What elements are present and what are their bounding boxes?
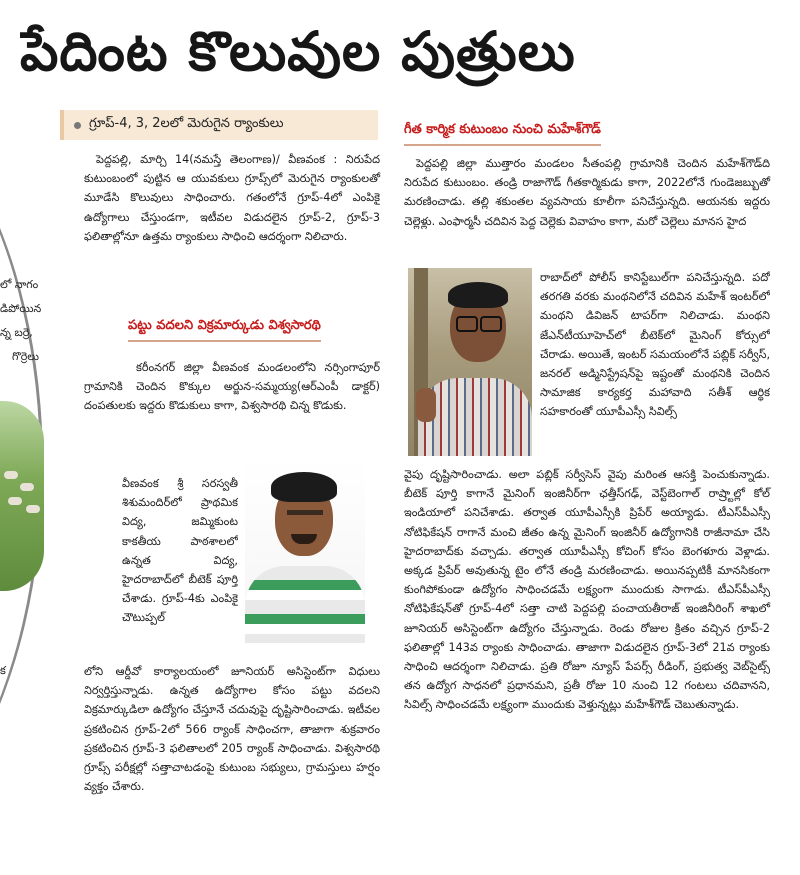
story2-wrap-text: రాబాద్‌లో పోలీస్‌ కానిస్టేబుల్‌గా పనిచేస్తున్నది. పదో తరగతి వరకు మంథనిలోనే చదివిన మహేశ్‌ ఇంటర్‌లో మంథని డివిజన్‌ టాపర్‌గా నిలిచాడు. మంథని జేఎన్‌టీయూహెచ్‌లో బీటెక్‌లో మైనింగ్‌ కోర్సులో చేరాడు. అయితే, ఇంటర్‌ సమయంలోనే పబ్లిక్‌ సర్వీస్‌, జనరల్‌ అడ్మినిస్ట్రేషన్‌పై ఇష్టంతో మంథనికి చెందిన సామాజిక కార్యకర్త మహావాది సతీశ్‌ ఆర్థిక సహకారంతో యూపీఎస్సీ సివిల్స్‌: [540, 271, 770, 419]
neighbor-text-fragment: గొర్రెలు: [12, 350, 39, 363]
photo-mahesh-goud: [408, 268, 532, 456]
neighbor-text-fragment: క: [0, 664, 6, 677]
bullet-dot-icon: [74, 122, 81, 129]
photo-vishwasarathi: [245, 458, 365, 643]
story2-lead-text: పెద్దపల్లి జిల్లా ముత్తారం మండలం సీతంపల్లి గ్రామానికి చెందిన మహేశ్‌గౌడ్‌ది నిరుపేద కుటుంబం. తండ్రి రాజాగౌడ్‌ గీతకార్మికుడు కాగా, 2022లోనే గుండెజబ్బుతో మరణించాడు. తల్లి శకుంతల వ్యవసాయ కూలీగా పనిచేస్తున్నది. ఆయనకు ఇద్దరు చెల్లెళ్లు. ఎంఫార్మసీ చదివిన పెద్ద చెల్లెకు వివాహం కాగా, మరో చెల్లెలు మానస హైద: [404, 157, 770, 228]
story1-lead: [84, 358, 380, 416]
neighbor-text-fragment: లో నాగం: [0, 278, 39, 291]
intro-paragraph: [84, 150, 380, 246]
bullet-text: గ్రూప్‌-4, 3, 2లలో మెరుగైన ర్యాంకులు: [89, 116, 284, 131]
story1-rest-text: లోని ఆర్డీవో కార్యాలయంలో జూనియర్‌ అసిస్టెంట్‌గా విధులు నిర్వర్తిస్తున్నాడు. ఉన్నత ఉద్యోగాల కోసం పట్టు వదలని విక్రమార్కుడిలా ఉద్యోగం చేస్తూనే చదువుపై దృష్టిసారించాడు. ఇటీవల ప్రకటించిన గ్రూప్‌-2లో 566 ర్యాంక్‌ సాధించగా, తాజాగా శుక్రవారం ప్రకటించిన గ్రూప్‌-3 ఫలితాలలో 205 ర్యాంక్‌ సాధించాడు. విశ్వసారథి గ్రూప్స్‌ పరీక్షల్లో సత్తాచాటడంపై కుటుంబ సభ్యులు, గ్రామస్తులు హర్షం వ్యక్తం చేశారు.: [84, 665, 380, 794]
neighbor-text-fragment: న్న బర్రె,: [0, 326, 33, 339]
neighbor-article-strip: [0, 96, 50, 736]
story2-rest-text: వైపు దృష్టిసారించాడు. అలా పబ్లిక్‌ సర్వీసెస్‌ వైపు మరింత ఆసక్తి పెంచుకున్నాడు. బీటెక్‌ పూర్తి కాగానే మైనింగ్‌ ఇంజినీర్‌గా ఛత్తీస్‌గఢ్‌, వెస్ట్‌బెంగాల్‌ రాష్ర్టాల్లో కోల్‌ ఇండియాలో పనిచేశాడు. తర్వాత యూపీఎస్సీకి ప్రిపేర్‌ అయ్యాడు. టీఎస్‌పీఎస్సీ నోటిఫికేషన్‌ రాగానే మంచి జీతం ఉన్న మైనింగ్‌ ఇంజినీర్‌ ఉద్యోగానికి రాజీనామా చేసి హైదరాబాద్‌కు వచ్చాడు. తర్వాత యూపీఎస్సీ కోచింగ్‌ కోసం బెంగళూరు వెళ్లాడు. అక్కడ ప్రిపేర్‌ అవుతున్న టైం లోనే తండ్రి మరణించాడు. అయినప్పటికీ మానసికంగా కుంగిపోకుండా ఉద్యోగం సాధించడమే లక్ష్యంగా ముందుకు సాగాడు. టీఎస్‌పీఎస్సీ నోటిఫికేషన్‌తో గ్రూప్‌-4లో సత్తా చాటి పెద్దపల్లి పంచాయతీరాజ్‌ ఇంజినీరింగ్‌ శాఖలో జూనియర్‌ అసిస్టెంట్‌గా ఉద్యోగం చేస్తున్నాడు. రెండు రోజుల క్రితం వచ్చిన గ్రూప్‌-2 ఫలితాల్లో 143వ ర్యాంకు సాధించాడు. తాజాగా విడుదలైన గ్రూప్‌-3లో 21వ ర్యాంకు సాధించి ఆదర్శంగా నిలిచాడు. ప్రతి రోజూ న్యూస్‌ పేపర్స్‌ రీడింగ్‌, ప్రభుత్వ వెబ్‌సైట్స్‌ తన ఉద్యోగ సాధనలో ప్రధానమని, ప్రతీ రోజు 10 నుంచి 12 గంటలు చదివానని, సివిల్స్‌ సాధించడమే లక్ష్యంగా ముందుకు వెళ్తున్నట్లు మహేశ్‌గౌడ్‌ చెబుతున్నాడు.: [404, 468, 770, 712]
neighbor-photo-sheep-field: [0, 401, 44, 591]
neighbor-text-fragment: డిపోయిన: [0, 302, 42, 315]
highlight-bullet: [60, 110, 378, 140]
story1-lead-text: కరీంనగర్‌ జిల్లా వీణవంక మండలంలోని నర్సింగాపూర్‌ గ్రామానికి చెందిన కొక్కుల అర్జున-సమ్మయ్య(ఆర్‌ఎంపీ డాక్టర్‌) దంపతులకు ఇద్దరు కొడుకులు కాగా, విశ్వసారథి చిన్న కొడుకు.: [84, 361, 380, 413]
story2-rest: [404, 465, 770, 715]
intro-text: పెద్దపల్లి, మార్చి 14(నమస్తే తెలంగాణ)/ వీణవంక : నిరుపేద కుటుంబంలో పుట్టిన ఆ యువకులు గ్రూప్స్‌లో మెరుగైన ర్యాంకులతో మూడేసి కొలువులు సాధించారు. గతంలోనే గ్రూప్‌-4లో ఎంపికై ఉద్యోగాలు చేస్తుండగా, ఇటీవల విడుదలైన గ్రూప్‌-2, గ్రూప్‌-3 ఫలితాల్లోనూ ఉత్తమ ర్యాంకులు సాధించి ఆదర్శంగా నిలిచారు.: [84, 153, 380, 243]
story1-rest: [84, 662, 380, 796]
story1-heading: పట్టు వదలని విక్రమార్కుడు విశ్వసారథి: [128, 318, 321, 336]
story2-heading: గీత కార్మిక కుటుంబం నుంచి మహేశ్‌గౌడ్‌: [404, 122, 601, 140]
page-headline: పేదింట కొలువుల పుత్రులు: [20, 20, 576, 83]
story1-wrap-text: వీణవంక శ్రీ సరస్వతీ శిశుమందిర్‌లో ప్రాథమిక విద్య, జమ్మికుంట కాకతీయ పాఠశాలలో ఉన్నత విద్య, హైదరాబాద్‌లో బీటెక్‌ పూర్తి చేశాడు. గ్రూప్‌-4కు ఎంపికై చౌటుప్పల్‌: [122, 477, 238, 625]
story2-lead: [404, 154, 770, 231]
story2-wrap-column: [540, 268, 770, 464]
